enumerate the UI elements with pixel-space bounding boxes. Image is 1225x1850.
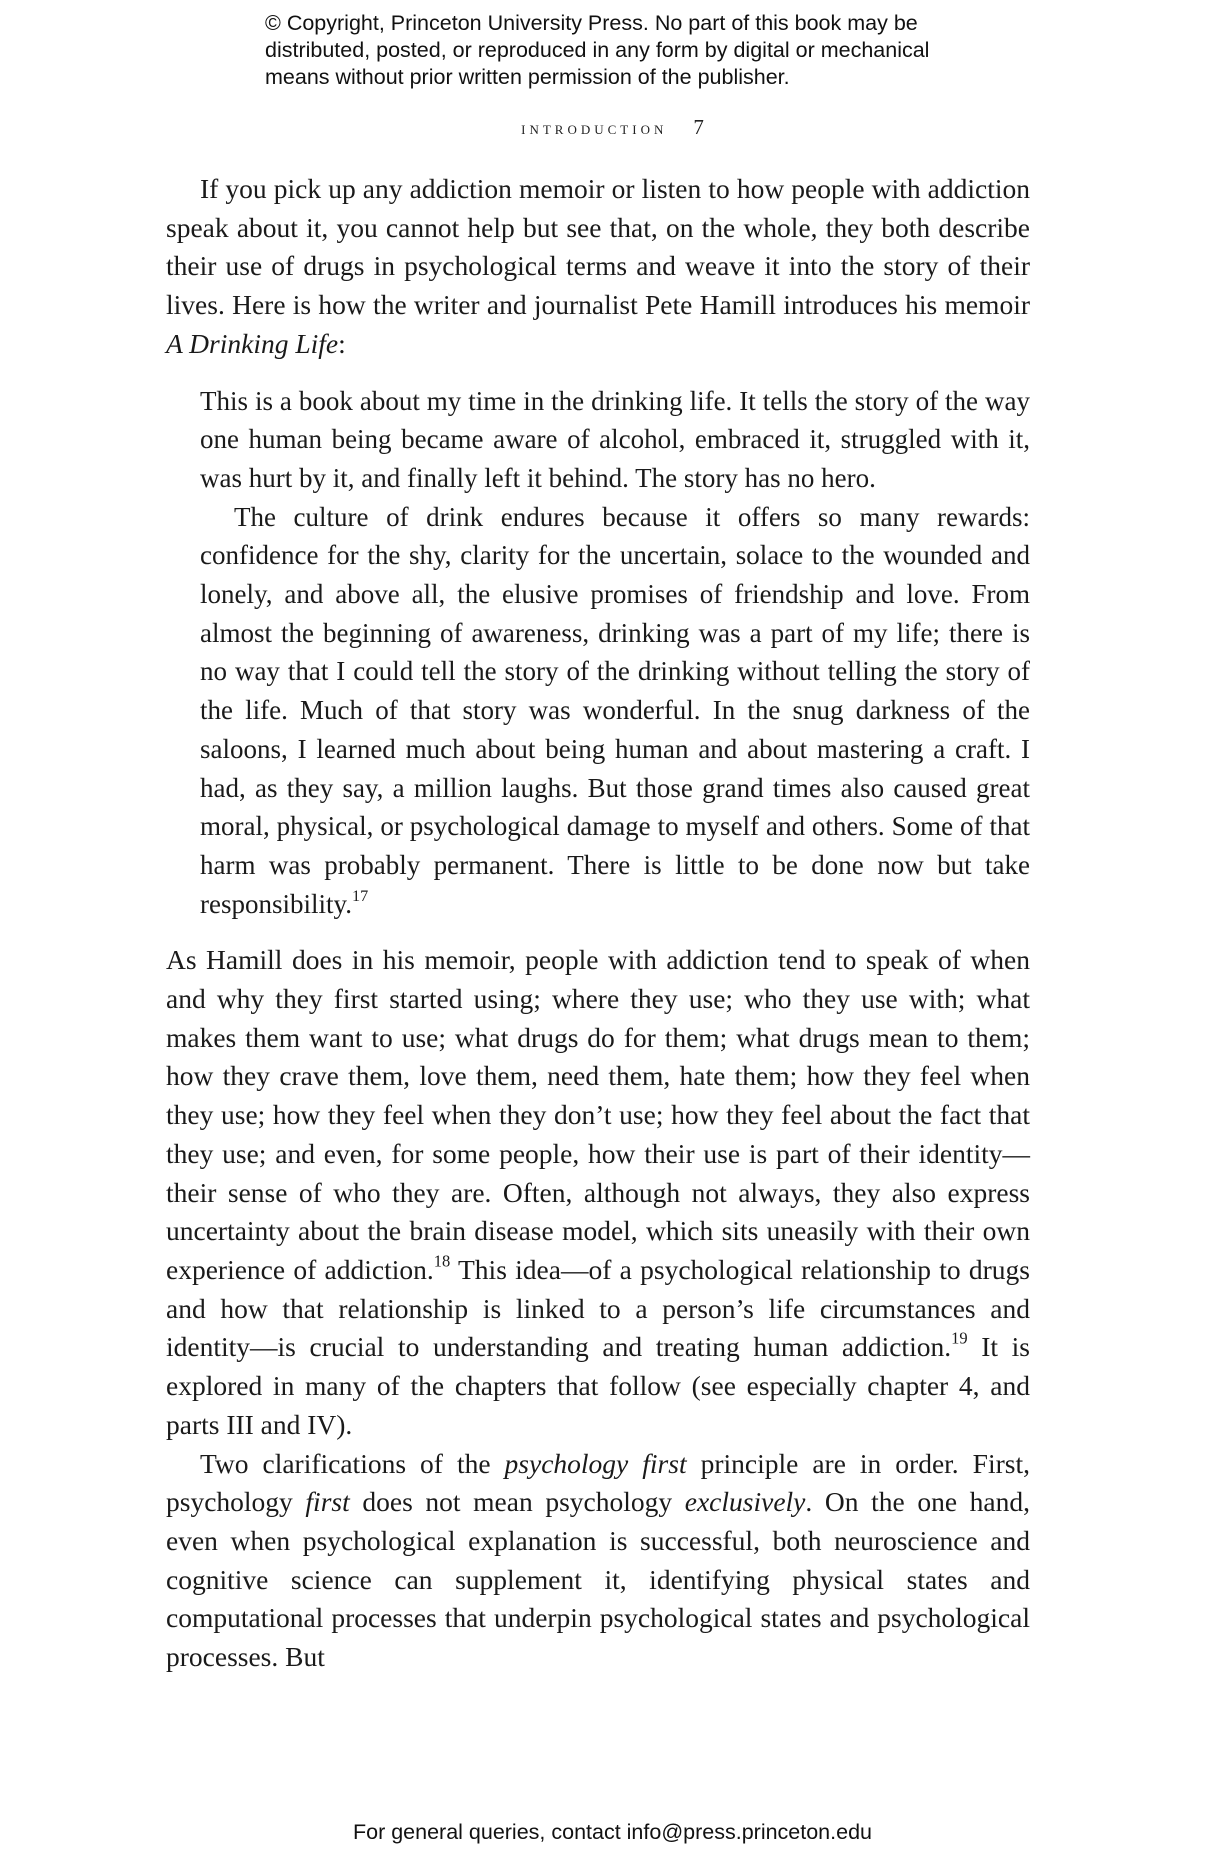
contact-footer [0,1820,1225,1845]
footnote-ref[interactable]: 19 [951,1329,968,1349]
copyright-line: distributed, posted, or reproduced in any form by digital or mechanical [265,38,930,62]
paragraph [166,941,1030,1444]
running-head [0,115,1225,140]
paragraph-text: . On the one hand, even when psychological explanation is successful, both neuroscience and cognitive science can supplement it, identifying physical states and computational processes that underpin psychological states and psychological processes. But [166,1486,1030,1673]
block-quote [200,382,1030,924]
emphasis: first [305,1486,350,1518]
quote-paragraph [200,382,1030,498]
paragraph-text: : [338,327,346,359]
quote-text: This is a book about my time in the drinking life. It tells the story of the way one human being became aware of alcohol, embraced it, struggled with it, was hurt by it, and finally left it behind. The story has no hero. [200,385,1030,493]
paragraph-text: Two clarifications of the [200,1447,505,1479]
paragraph-text: If you pick up any addiction memoir or listen to how people with addiction speak about it, you cannot help but see that, on the whole, they both describe their use of drugs in psychological terms and weave it into the story of their lives. Here is how the writer and journalist Pete Hamill introduces his memoir [166,173,1030,321]
copyright-line: means without prior written permission of the publisher. [265,65,790,89]
emphasis: psychology first [504,1447,687,1479]
paragraph [166,1445,1030,1677]
footer-text: For general queries, contact info@press.princeton.edu [352,1820,872,1844]
quote-text: The culture of drink endures because it offers so many rewards: confidence for the shy, clarity for the uncertain, solace to the wounded and lonely, and above all, the elusive promises of friendship and love. From almost the beginning of awareness, drinking was a part of my life; there is no way that I could tell the story of the drinking without telling the story of the life. Much of that story was wonderful. In the snug darkness of the saloons, I learned much about being human and about mastering a craft. I had, as they say, a million laughs. But those grand times also caused great moral, physical, or psychological damage to myself and others. Some of that harm was probably permanent. There is little to be done now but take responsibility. [200,501,1030,919]
paragraph-text: This idea—of a psychological relationship to drugs and how that relationship is linked to a person’s life circumstances and identity—is crucial to understanding and treating human addiction. [166,1253,1030,1363]
paragraph-text: does not mean psychology [349,1486,685,1518]
running-head-title: introduction [521,118,668,139]
body-text [166,170,1030,1677]
book-title: A Drinking Life [166,327,339,359]
paragraph-text: As Hamill does in his memoir, people with addiction tend to speak of when and why they first started using; where they use; who they use with; what makes them want to use; what drugs do for them; what drugs mean to them; how they crave them, love them, need them, hate them; how they feel when they use; how they feel when they don’t use; how they feel about the fact that they use; and even, for some people, how their use is part of their identity—their sense of who they are. Often, although not always, they also express uncertainty about the brain disease model, which sits uneasily with their own experience of addiction. [166,944,1030,1285]
quote-paragraph [200,498,1030,924]
paragraph [166,170,1030,364]
paragraph-text: It is explored in many of the chapters that follow (see especially chapter 4, and parts III and IV). [166,1331,1031,1440]
paragraph-text: principle are in order. First, psychology [166,1447,1030,1518]
page-number: 7 [693,115,704,139]
copyright-line: © Copyright, Princeton University Press. No part of this book may be [265,11,918,35]
copyright-notice [265,10,1025,91]
footnote-ref[interactable]: 17 [352,886,369,905]
footnote-ref[interactable]: 18 [433,1251,451,1271]
emphasis: exclusively [684,1486,806,1518]
